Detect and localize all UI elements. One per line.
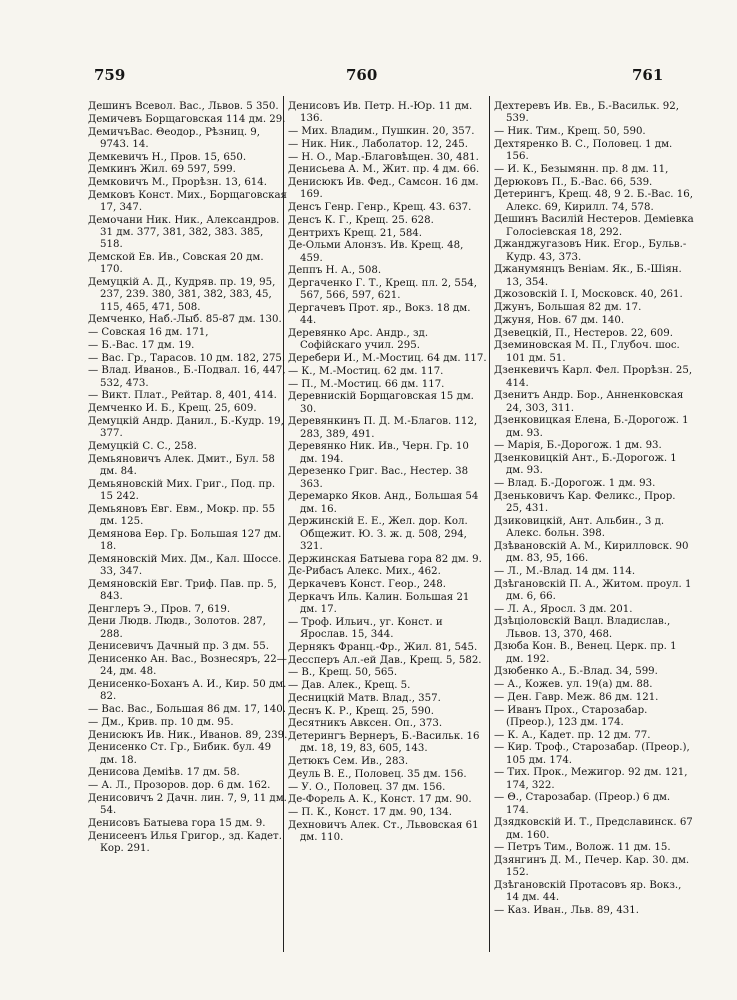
directory-entry: — Ник. Ник., Лаболатор. 12, 245. xyxy=(288,138,468,150)
directory-entry: Дессперъ Ал.-ей Дав., Крещ. 5, 582. xyxy=(288,654,482,666)
directory-entry: Денисеенъ Илья Григор., зд. Кадет. Кор. 291. xyxy=(88,830,282,854)
directory-entry: — У. О., Половец. 37 дм. 156. xyxy=(288,781,446,793)
directory-entry: — А., Кожев. ул. 19(а) дм. 88. xyxy=(494,679,653,690)
directory-entry: Денисенко Ст. Гр., Бибик. бул. 49 дм. 18. xyxy=(88,742,272,766)
directory-entry: Дземиновская М. П., Глубоч. шос. 101 дм. 51. xyxy=(494,340,680,364)
directory-column-1 xyxy=(88,101,288,856)
directory-entry: — Петръ Тим., Волож. 11 дм. 15. xyxy=(494,842,671,854)
directory-entry: — К. А., Кадет. пр. 12 дм. 77. xyxy=(494,729,651,741)
directory-entry: — Н. О., Мар.-Благовѣщен. 30, 481. xyxy=(288,151,479,163)
directory-entry: — Мих. Владим., Пушкин. 20, 357. xyxy=(288,126,475,137)
directory-entry: Денисенко Ан. Вас., Вознесяръ, 22—24, дм. 48. xyxy=(88,654,287,678)
page-number-left: 759 xyxy=(94,66,126,84)
directory-entry: — Дм., Крив. пр. 10 дм. 95. xyxy=(88,716,234,728)
directory-entry: Денисовичъ 2 Дачн. лин. 7, 9, 11 дм. 54. xyxy=(88,792,287,816)
directory-entry: Демьяновскій Мих. Григ., Под. пр. 15 242. xyxy=(88,478,276,502)
directory-entry: — К., М.-Мостиц. 62 дм. 117. xyxy=(288,365,444,377)
directory-entry: Денисова Деміѣв. 17 дм. 58. xyxy=(88,767,240,779)
directory-entry: Десницкій Матв. Влад., 357. xyxy=(288,692,441,704)
directory-entry: Де-Ольми Алонзъ. Ив. Крещ. 48, 459. xyxy=(288,240,464,264)
directory-entry: — Влад. Б.-Дорогож. 1 дм. 93. xyxy=(494,478,656,489)
directory-entry: Деревянкинъ П. Д. М.-Благов. 112, 283, 389, 491. xyxy=(288,416,478,440)
directory-entry: Демковъ Конст. Мих., Борщаговская 17, 347. xyxy=(88,189,287,213)
directory-entry: Деппъ Н. А., 508. xyxy=(288,265,382,277)
directory-entry: Джанумянцъ Веніам. Як., Б.-Шіян. 13, 354. xyxy=(494,264,682,288)
directory-entry: — П., М.-Мостиц. 66 дм. 117. xyxy=(288,378,445,390)
directory-entry: — Викт. Плат., Рейтар. 8, 401, 414. xyxy=(88,390,277,402)
directory-entry: — Дав. Алек., Крещ. 5. xyxy=(288,680,411,691)
directory-entry: Дзѣціоловскій Вацл. Владислав., Львов. 13, 370, 468. xyxy=(494,616,671,640)
directory-entry: Демьяновъ Евг. Евм., Мокр. пр. 55 дм. 125. xyxy=(88,503,276,527)
directory-entry: Деревнискій Борщаговская 15 дм. 30. xyxy=(288,391,474,415)
directory-entry: Деревянко Арс. Андр., зд. Софійскаго учил. 295. xyxy=(288,328,429,352)
directory-entry: Дешинъ Всевол. Вас., Львов. 5 350. xyxy=(88,101,279,112)
directory-entry: Дехтеревъ Ив. Ев., Б.-Васильк. 92, 539. xyxy=(494,101,679,125)
directory-entry: Дзенковицкая Елена, Б.-Дорогож. 1 дм. 93. xyxy=(494,415,689,439)
directory-entry: — Марія, Б.-Дорогож. 1 дм. 93. xyxy=(494,440,662,452)
directory-entry: Демьяновичъ Алек. Дмит., Бул. 58 дм. 84. xyxy=(88,453,275,477)
directory-entry: Денглеръ Э., Пров. 7, 619. xyxy=(88,603,231,615)
directory-entry: — Ник. Тим., Крещ. 50, 590. xyxy=(494,126,646,137)
directory-entry: Демкинъ Жил. 69 597, 599. xyxy=(88,164,236,176)
directory-entry: Джунъ, Большая 82 дм. 17. xyxy=(494,302,642,313)
directory-entry: Дехновичъ Алек. Ст., Львовская 61 дм. 110. xyxy=(288,819,479,843)
directory-entry: Дешинъ Василій Нестеров. Деміевка Голосіевская 18, 292. xyxy=(494,214,694,238)
directory-entry: Дзядковскій И. Т., Предславинск. 67 дм. 160. xyxy=(494,817,693,841)
directory-entry: Денисевичъ Дачный пр. 3 дм. 55. xyxy=(88,641,270,653)
directory-entry: Денисюкъ Ив. Фед., Самсон. 16 дм. 169. xyxy=(288,177,479,201)
directory-entry: — Б.-Вас. 17 дм. 19. xyxy=(88,339,195,351)
directory-entry: Дерезенко Григ. Вас., Нестер. 38 363. xyxy=(288,466,469,490)
directory-entry: — Θ., Старозабар. (Преор.) 6 дм. 174. xyxy=(494,792,671,816)
directory-entry: — Влад. Иванов., Б.-Подвал. 16, 447, 532, 473. xyxy=(88,365,286,389)
directory-entry: — Вас. Гр., Тарасов. 10 дм. 182, 275. xyxy=(88,352,286,364)
directory-entry: Денисовъ Батыева гора 15 дм. 9. xyxy=(88,817,266,829)
directory-entry: — Вас. Вас., Большая 86 дм. 17, 140. xyxy=(88,704,286,715)
directory-entry: Дзенковицкій Ант., Б.-Дорогож. 1 дм. 93. xyxy=(494,453,677,477)
directory-entry: Держинская Батыева гора 82 дм. 9. xyxy=(288,553,482,565)
directory-entry: Демуцкій А. Д., Кудряв. пр. 19, 95, 237, 239. 380, 381, 382, 383, 45, 115, 465, 471, 508. xyxy=(88,277,276,313)
directory-entry: Деркачъ Иль. Калин. Большая 21 дм. 17. xyxy=(288,591,470,615)
directory-entry: — Л., М.-Влад. 14 дм. 114. xyxy=(494,565,636,577)
directory-column-3 xyxy=(494,101,694,918)
directory-entry: Дернякъ Франц.-Фр., Жил. 81, 545. xyxy=(288,641,478,653)
directory-entry: Демуцкій С. С., 258. xyxy=(88,440,197,452)
page-number-right: 761 xyxy=(632,66,664,84)
directory-entry: Детерингъ, Крещ. 48, 9 2. Б.-Вас. 16, Алекс. 69, Кирилл. 74, 578. xyxy=(494,189,693,213)
directory-entry: Дзеньковичъ Кар. Феликс., Прор. 25, 431. xyxy=(494,490,676,514)
directory-entry: Денсъ Генр. Генр., Крещ. 43. 637. xyxy=(288,202,472,213)
directory-entry: Детюкъ Сем. Ив., 283. xyxy=(288,756,409,767)
directory-entry: Демченко И. Б., Крещ. 25, 609. xyxy=(88,403,257,414)
page-number-center: 760 xyxy=(346,66,378,84)
directory-entry: Демянова Еѳр. Гр. Большая 127 дм. 18. xyxy=(88,528,282,552)
directory-entry: Денисьева А. М., Жит. пр. 4 дм. 66. xyxy=(288,164,480,176)
directory-entry: Дзенитъ Андр. Бор., Анненковская 24, 303, 311. xyxy=(494,390,684,414)
directory-entry: Дехтяренко В. С., Половец. 1 дм. 156. xyxy=(494,138,673,162)
directory-entry: Демуцкій Андр. Данил., Б.-Кудр. 19, 377. xyxy=(88,415,284,439)
directory-entry: Деревянко Ник. Ив., Черн. Гр. 10 дм. 194. xyxy=(288,441,469,465)
directory-entry: Демской Ев. Ив., Совская 20 дм. 170. xyxy=(88,252,264,276)
directory-entry: Дзевецкій, П., Нестеров. 22, 609. xyxy=(494,327,673,339)
directory-entry: — Тих. Прок., Межигор. 92 дм. 121, 174, 322. xyxy=(494,767,688,791)
directory-entry: Демяновскій Мих. Дм., Кал. Шоссе. 33, 347. xyxy=(88,553,282,577)
directory-column-2 xyxy=(288,101,488,845)
directory-entry: Дзѣгановскій Протасовъ яр. Вокз., 14 дм. 44. xyxy=(494,880,682,904)
directory-entry: Десятникъ Авксен. Оп., 373. xyxy=(288,718,443,730)
column-rule-2 xyxy=(489,96,490,952)
directory-entry: Демяновскій Евг. Триф. Пав. пр. 5, 843. xyxy=(88,578,277,602)
directory-entry: Денисенко-Боханъ А. И., Кир. 50 дм. 82. xyxy=(88,679,287,703)
directory-entry: — Совская 16 дм. 171, xyxy=(88,327,209,338)
directory-entry: — Каз. Иван., Льв. 89, 431. xyxy=(494,905,639,916)
directory-entry: — Л. А., Яросл. 3 дм. 201. xyxy=(494,603,633,615)
directory-entry: — Иванъ Прох., Старозабар. (Преор.), 123 дм. 174. xyxy=(494,704,648,728)
directory-entry: — Кир. Троф., Старозабар. (Преор.), 105 дм. 174. xyxy=(494,742,690,766)
directory-entry: Дентрихъ Крещ. 21, 584. xyxy=(288,227,423,239)
directory-entry: ДемичъВас. Θеодор., Рѣзниц. 9, 9743. 14. xyxy=(88,126,261,150)
directory-entry: Дє-Рибасъ Алекс. Мих., 462. xyxy=(288,566,441,578)
directory-entry: — И. К., Безымянн. пр. 8 дм. 11, xyxy=(494,163,669,175)
directory-entry: Джанджугазовъ Ник. Егор., Бульв.-Кудр. 43, 373. xyxy=(494,239,687,263)
directory-entry: Демченко, Наб.-Лыб. 85-87 дм. 130. xyxy=(88,314,282,326)
directory-entry: — Троф. Ильич., уг. Конст. и Ярослав. 15, 344. xyxy=(288,616,443,640)
directory-entry: Денисовъ Ив. Петр. Н.-Юр. 11 дм. 136. xyxy=(288,101,473,125)
directory-entry: Деркачевъ Конст. Геор., 248. xyxy=(288,579,446,590)
directory-entry: Деснъ К. Р., Крещ. 25, 590. xyxy=(288,705,434,717)
directory-entry: Детерингъ Вернеръ, Б.-Васильк. 16 дм. 18, 19, 83, 605, 143. xyxy=(288,731,480,755)
directory-entry: Дзиковицкій, Ант. Альбин., 3 д. Алекс. больн. 398. xyxy=(494,515,665,539)
directory-entry: Дзюба Кон. В., Венец. Церк. пр. 1 дм. 192. xyxy=(494,641,677,665)
directory-entry: Дени Людв. Людв., Золотов. 287, 288. xyxy=(88,616,266,640)
directory-entry: Дзѣвановскій А. М., Кирилловск. 90 дм. 83, 95, 166. xyxy=(494,540,689,564)
directory-entry: — П. К., Конст. 17 дм. 90, 134. xyxy=(288,807,453,818)
directory-entry: Дзянгинъ Д. М., Печер. Кар. 30. дм. 152. xyxy=(494,855,690,879)
directory-entry: Держинскій Е. Е., Жел. дор. Кол. Общежит. Ю. З. ж. д. 508, 294, 321. xyxy=(288,516,468,552)
directory-entry: Денисюкъ Ив. Ник., Иванов. 89, 239. xyxy=(88,729,288,741)
directory-entry: Деребери И., М.-Мостиц. 64 дм. 117. xyxy=(288,353,487,364)
directory-entry: — А. Л., Прозоров. дор. 6 дм. 162. xyxy=(88,780,271,791)
directory-entry: Денсъ К. Г., Крещ. 25. 628. xyxy=(288,214,434,226)
directory-entry: Дзенкевичъ Карл. Фел. Прорѣзн. 25, 414. xyxy=(494,365,693,389)
directory-entry: Дергачевъ Прот. яр., Вокз. 18 дм. 44. xyxy=(288,303,471,327)
directory-entry: Джозовскій І. І, Московск. 40, 261. xyxy=(494,289,683,301)
directory-entry: Деремарко Яков. Анд., Большая 54 дм. 16. xyxy=(288,491,479,515)
directory-entry: Демкевичъ Н., Пров. 15, 650. xyxy=(88,151,247,163)
directory-entry: Дзюбенко А., Б.-Влад. 34, 599. xyxy=(494,666,658,678)
directory-entry: Дерюковъ П., Б.-Вас. 66, 539. xyxy=(494,176,653,188)
directory-entry: Демковичъ М., Прорѣзн. 13, 614. xyxy=(88,177,268,188)
directory-entry: Дзѣгановскій П. А., Житом. проул. 1 дм. 6, 66. xyxy=(494,578,692,602)
directory-entry: Деуль В. Е., Половец. 35 дм. 156. xyxy=(288,768,467,780)
directory-entry: Де-Форель А. К., Конст. 17 дм. 90. xyxy=(288,794,472,806)
directory-entry: Демичевъ Борщаговская 114 дм. 29. xyxy=(88,113,286,125)
directory-entry: Джуня, Нов. 67 дм. 140. xyxy=(494,314,625,326)
directory-entry: — Ден. Гавр. Меж. 86 дм. 121. xyxy=(494,691,659,703)
directory-entry: Демочани Ник. Ник., Александров. 31 дм. 377, 381, 382, 383. 385, 518. xyxy=(88,214,280,251)
directory-entry: Дергаченко Г. Т., Крещ. пл. 2, 554, 567, 566, 597, 621. xyxy=(288,278,478,302)
directory-entry: — В., Крещ. 50, 565. xyxy=(288,667,398,679)
